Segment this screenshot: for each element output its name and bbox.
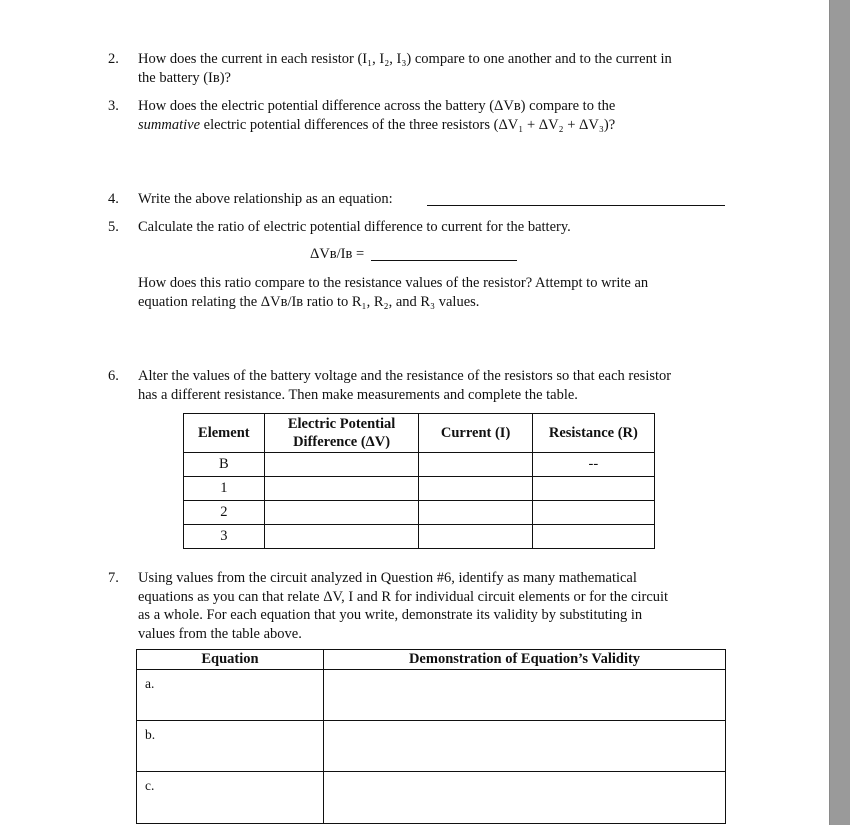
equation-cell[interactable]	[137, 721, 324, 772]
equation-cell[interactable]	[137, 670, 324, 721]
question-text-line: equation relating the ΔVʙ/Iʙ ratio to R₁, R₂, and R₃ values.	[138, 293, 480, 310]
header-equation: Equation	[137, 650, 324, 670]
table-row	[184, 501, 655, 525]
question-text-line: values from the table above.	[138, 625, 302, 642]
table-header-row	[184, 414, 655, 453]
header-current: Current (I)	[419, 414, 532, 453]
table-header-row	[137, 650, 726, 670]
demonstration-cell[interactable]	[324, 721, 726, 772]
table-row	[184, 477, 655, 501]
ratio-label: ΔVʙ/Iʙ =	[310, 246, 365, 262]
question-number: 3.	[108, 98, 119, 114]
table-row	[184, 453, 655, 477]
header-element: Element	[184, 414, 265, 453]
table-row	[184, 525, 655, 549]
dv-cell[interactable]	[264, 501, 419, 525]
question-number: 2.	[108, 51, 119, 67]
question-text-line: Using values from the circuit analyzed in Question #6, identify as many mathematical	[138, 570, 637, 586]
question-number: 7.	[108, 570, 119, 586]
question-text-line: How does this ratio compare to the resistance values of the resistor? Attempt to write an	[138, 275, 649, 291]
answer-line[interactable]	[427, 205, 725, 206]
question-text-line: How does the electric potential difference across the battery (ΔVʙ) compare to the	[138, 98, 616, 114]
measurement-table	[183, 413, 655, 549]
current-cell[interactable]	[419, 477, 532, 501]
question-text: Calculate the ratio of electric potential difference to current for the battery.	[138, 219, 571, 235]
resistance-cell: --	[532, 453, 654, 477]
question-number: 5.	[108, 219, 119, 235]
header-demonstration: Demonstration of Equation’s Validity	[324, 650, 726, 670]
demonstration-cell[interactable]	[324, 772, 726, 824]
current-cell[interactable]	[419, 501, 532, 525]
question-text-fragment: electric potential differences of the three resistors (ΔV₁ + ΔV₂ + ΔV₃)?	[200, 116, 616, 133]
element-cell: 1	[184, 477, 265, 501]
emphasis-text: summative	[138, 116, 201, 133]
table-row	[137, 772, 726, 824]
dv-cell[interactable]	[264, 525, 419, 549]
row-label: b.	[145, 727, 156, 742]
table-row	[137, 721, 726, 772]
question-text-line: equations as you can that relate ΔV, I and R for individual circuit elements or for the circuit	[138, 588, 669, 605]
ratio-answer-line[interactable]	[371, 260, 517, 261]
question-number: 4.	[108, 191, 119, 207]
row-label: a.	[145, 676, 155, 691]
question-text-line: has a different resistance. Then make measurements and complete the table.	[138, 386, 578, 403]
question-text-line: as a whole. For each equation that you write, demonstrate its validity by substituting in	[138, 607, 643, 623]
dv-cell[interactable]	[264, 477, 419, 501]
resistance-cell[interactable]	[532, 501, 654, 525]
header-line: Electric Potential	[287, 416, 396, 432]
question-5-followup	[138, 274, 738, 311]
header-resistance: Resistance (R)	[532, 414, 654, 453]
header-electric-potential	[264, 414, 419, 453]
current-cell[interactable]	[419, 525, 532, 549]
equation-cell[interactable]	[137, 772, 324, 824]
element-cell: B	[184, 453, 265, 477]
row-label: c.	[145, 778, 155, 793]
table-row	[137, 670, 726, 721]
demonstration-cell[interactable]	[324, 670, 726, 721]
resistance-cell[interactable]	[532, 477, 654, 501]
question-text-line: the battery (Iʙ)?	[138, 69, 231, 86]
header-line: Difference (ΔV)	[293, 434, 391, 450]
question-number: 6.	[108, 368, 119, 384]
question-text-line: Alter the values of the battery voltage and the resistance of the resistors so that each resistor	[138, 368, 672, 384]
question-text-line	[138, 116, 748, 135]
question-text: Write the above relationship as an equation:	[138, 191, 393, 207]
element-cell: 3	[184, 525, 265, 549]
current-cell[interactable]	[419, 453, 532, 477]
question-text-line: How does the current in each resistor (I₁, I₂, I₃) compare to one another and to the current in	[138, 51, 672, 67]
dv-cell[interactable]	[264, 453, 419, 477]
resistance-cell[interactable]	[532, 525, 654, 549]
equation-table	[136, 649, 726, 824]
element-cell: 2	[184, 501, 265, 525]
